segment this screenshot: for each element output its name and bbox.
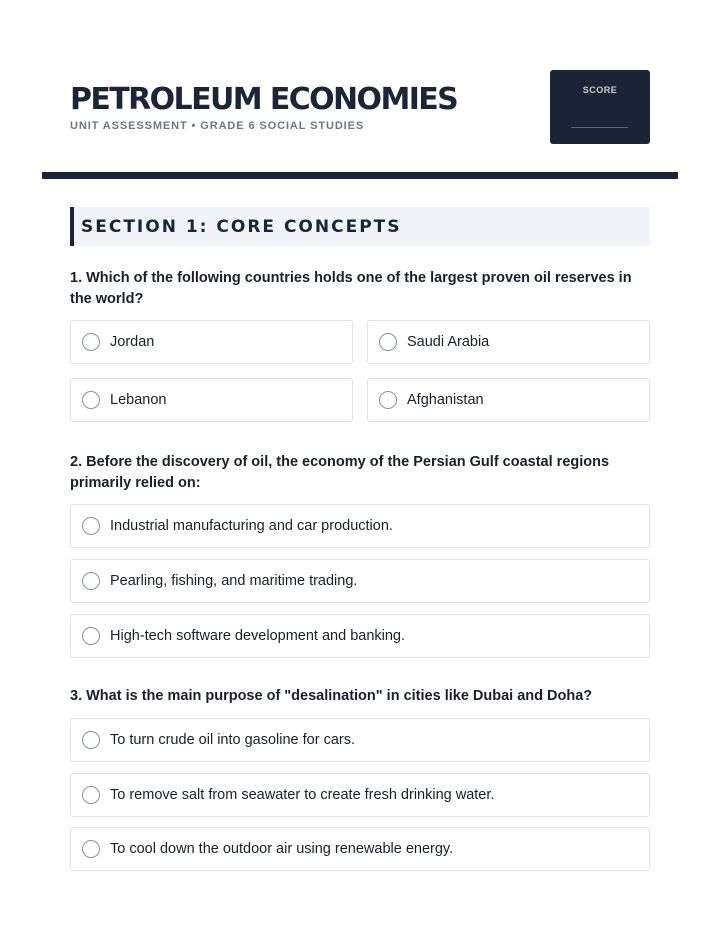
option-label: Pearling, fishing, and maritime trading. <box>110 573 358 589</box>
option-label: Jordan <box>110 334 155 350</box>
radio-button[interactable] <box>379 391 397 409</box>
radio-button[interactable] <box>379 333 397 351</box>
score-box <box>550 70 650 144</box>
question-3-text: 3. What is the main purpose of "desalination" in cities like Dubai and Doha? <box>70 688 593 704</box>
header-divider <box>42 172 678 179</box>
radio-button[interactable] <box>82 517 100 535</box>
question-1-text: 1. Which of the following countries holds one of the largest proven oil reserves in the world? <box>70 270 632 307</box>
option-label: To remove salt from seawater to create fresh drinking water. <box>110 787 495 803</box>
assessment-header <box>70 70 650 144</box>
option-label: Industrial manufacturing and car production. <box>110 518 393 534</box>
question-3-option-c[interactable] <box>70 827 650 871</box>
question-1-option-jordan[interactable] <box>70 320 353 364</box>
radio-button[interactable] <box>82 627 100 645</box>
page-subtitle: UNIT ASSESSMENT • GRADE 6 SOCIAL STUDIES <box>70 120 365 132</box>
option-label: Lebanon <box>110 392 167 408</box>
question-3-option-a[interactable] <box>70 718 650 762</box>
radio-button[interactable] <box>82 572 100 590</box>
radio-button[interactable] <box>82 333 100 351</box>
question-1-option-lebanon[interactable] <box>70 378 353 422</box>
option-label: Saudi Arabia <box>407 334 490 350</box>
radio-button[interactable] <box>82 786 100 804</box>
score-label: SCORE <box>582 85 618 95</box>
radio-button[interactable] <box>82 731 100 749</box>
page-title: PETROLEUM ECONOMIES <box>70 82 458 117</box>
section-heading <box>70 207 650 246</box>
score-write-line <box>571 127 628 128</box>
question-2-option-c[interactable] <box>70 614 650 658</box>
question-1-option-afghanistan[interactable] <box>367 378 650 422</box>
option-label: To cool down the outdoor air using renewable energy. <box>110 841 454 857</box>
question-2-option-b[interactable] <box>70 559 650 603</box>
question-2-text: 2. Before the discovery of oil, the economy of the Persian Gulf coastal regions primarily relied on: <box>70 454 610 491</box>
question-1-option-saudi-arabia[interactable] <box>367 320 650 364</box>
radio-button[interactable] <box>82 391 100 409</box>
option-label: Afghanistan <box>407 392 484 408</box>
option-label: To turn crude oil into gasoline for cars. <box>110 732 356 748</box>
section-title: SECTION 1: CORE CONCEPTS <box>81 217 402 237</box>
question-2-option-a[interactable] <box>70 504 650 548</box>
radio-button[interactable] <box>82 840 100 858</box>
option-label: High-tech software development and banking. <box>110 628 406 644</box>
question-3-option-b[interactable] <box>70 773 650 817</box>
